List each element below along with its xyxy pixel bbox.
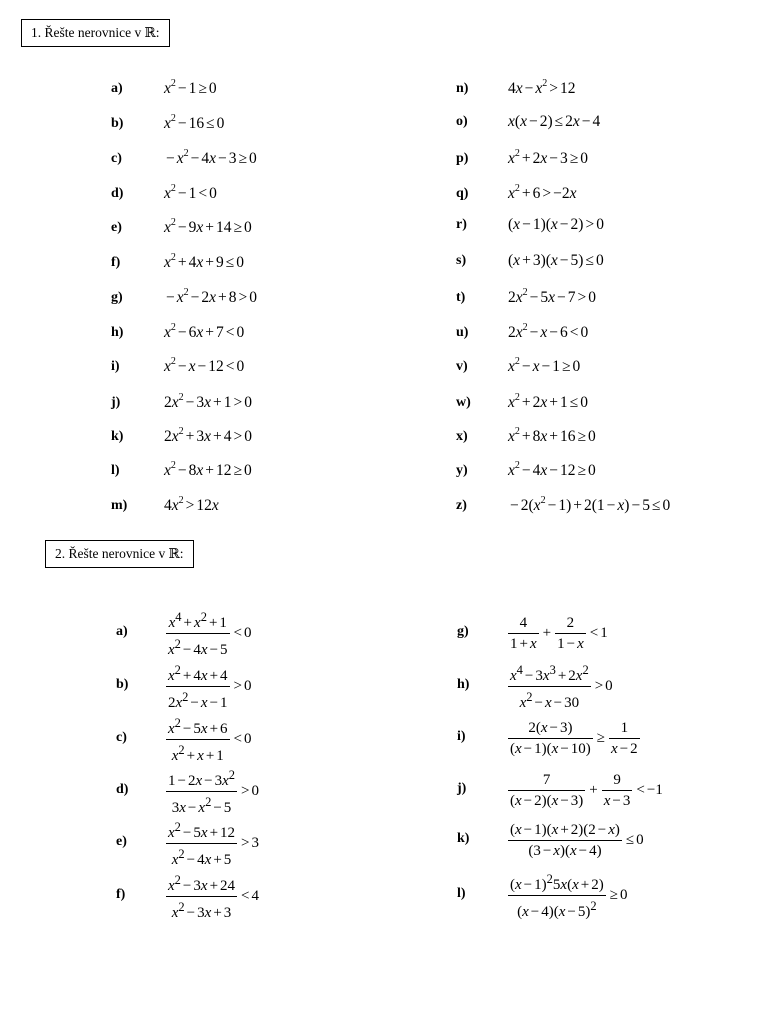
inequality-1x: $x^2 + 8x + 16 \ge 0$ (508, 426, 596, 445)
label-1v: v) (456, 359, 468, 374)
label-1u: u) (456, 325, 469, 340)
label-2h: h) (457, 677, 470, 692)
inequality-1m: $4x^2 > 12x$ (164, 495, 219, 514)
label-1a: a) (111, 81, 123, 96)
inequality-1q: $x^2 + 6 > -2x$ (508, 183, 577, 202)
label-1q: q) (456, 186, 469, 201)
label-1y: y) (456, 463, 468, 478)
inequality-1j: $2x^2 - 3x + 1 > 0$ (164, 392, 253, 411)
inequality-2h: $\frac{x^4 - 3x^3 + 2x^2}{x^2 - x - 30}$ > 0 (510, 662, 613, 711)
label-2a: a) (116, 624, 128, 639)
label-1r: r) (456, 217, 467, 232)
inequality-1b: $x^2 - 16 \le 0$ (164, 113, 225, 132)
inequality-2k: $\frac{(x - 1)(x + 2)(2 - x)}{(3 - x)(x - 4)}$ ≤ 0 (510, 821, 644, 859)
label-1z: z) (456, 498, 467, 513)
inequality-1z: − $2(x^2 - 1) + 2(1 - x) - 5 \le 0$ (510, 495, 671, 514)
inequality-1y: $x^2 - 4x - 12 \ge 0$ (508, 460, 596, 479)
label-2l: l) (457, 886, 466, 901)
inequality-1d: $x^2 - 1 < 0$ (164, 183, 217, 202)
inequality-2i: $\frac{2(x - 3)}{(x - 1)(x - 10)}$ ≥ $\frac{1}{x - 2}$ (510, 719, 638, 757)
label-1o: o) (456, 114, 468, 129)
inequality-2b: $\frac{x^2 + 4x + 4}{2x^2 - x - 1}$ > 0 (168, 662, 252, 711)
label-1k: k) (111, 429, 124, 444)
label-2c: c) (116, 730, 127, 745)
label-1n: n) (456, 81, 469, 96)
inequality-1e: $x^2 - 9x + 14 \ge 0$ (164, 217, 252, 236)
inequality-2f: $\frac{x^2 - 3x + 24}{x^2 - 3x + 3}$ < 4 (168, 872, 259, 921)
label-1b: b) (111, 116, 124, 131)
inequality-2d: $\frac{1 - 2x - 3x^2}{3x - x^2 - 5}$ > 0 (168, 767, 259, 816)
inequality-1u: $2x^2 - x - 6 < 0$ (508, 322, 589, 341)
label-2g: g) (457, 624, 469, 639)
label-1f: f) (111, 255, 121, 270)
label-2k: k) (457, 831, 470, 846)
inequality-2a: $\frac{x^4 + x^2 + 1}{x^2 - 4x - 5}$ < 0 (168, 609, 252, 658)
inequality-1k: $2x^2 + 3x + 4 > 0$ (164, 426, 253, 445)
inequality-1w: $x^2 + 2x + 1 \le 0$ (508, 392, 589, 411)
inequality-1g: − $x^2 - 2x + 8 > 0$ (166, 287, 258, 306)
inequality-1a: $x^2 - 1 \ge 0$ (164, 78, 217, 97)
label-1w: w) (456, 395, 471, 410)
label-1d: d) (111, 186, 124, 201)
label-2e: e) (116, 834, 127, 849)
label-2d: d) (116, 782, 129, 797)
label-1g: g) (111, 290, 123, 305)
inequality-1o: x(x − 2) ≤ 2x − 4 (508, 113, 601, 130)
inequality-1h: $x^2 - 6x + 7 < 0$ (164, 322, 245, 341)
inequality-1p: $x^2 + 2x - 3 \ge 0$ (508, 148, 589, 167)
section-1-title: 1. Řešte nerovnice v ℝ: (21, 19, 170, 47)
inequality-1i: $x^2 - x - 12 < 0$ (164, 356, 245, 375)
inequality-1s: (x + 3)(x − 5) ≤ 0 (508, 252, 604, 269)
label-1s: s) (456, 253, 467, 268)
inequality-2e: $\frac{x^2 - 5x + 12}{x^2 - 4x + 5}$ > 3 (168, 819, 259, 868)
label-1j: j) (111, 395, 121, 410)
inequality-1r: (x − 1)(x − 2) > 0 (508, 216, 604, 233)
inequality-1c: − $x^2 - 4x - 3 \ge 0$ (166, 148, 257, 167)
inequality-2c: $\frac{x^2 - 5x + 6}{x^2 + x + 1}$ < 0 (168, 715, 252, 764)
label-1l: l) (111, 463, 120, 478)
label-1x: x) (456, 429, 468, 444)
inequality-1v: $x^2 - x - 1 \ge 0$ (508, 356, 581, 375)
inequality-2l: $\frac{(x - 1)^25x(x + 2)}{(x - 4)(x - 5)^2}$ ≥ 0 (510, 871, 628, 920)
label-1i: i) (111, 359, 120, 374)
label-1h: h) (111, 325, 124, 340)
inequality-1l: $x^2 - 8x + 12 \ge 0$ (164, 460, 252, 479)
label-1e: e) (111, 220, 122, 235)
inequality-2g: $\frac{4}{1 + x}$ + $\frac{2}{1 - x}$ < 1 (510, 614, 608, 652)
inequality-1t: $2x^2 - 5x - 7 > 0$ (508, 287, 597, 306)
label-1p: p) (456, 151, 469, 166)
label-1t: t) (456, 290, 466, 305)
label-2f: f) (116, 887, 126, 902)
label-2b: b) (116, 677, 129, 692)
label-2i: i) (457, 729, 466, 744)
section-2-title: 2. Řešte nerovnice v ℝ: (45, 540, 194, 568)
label-1m: m) (111, 498, 128, 513)
inequality-1f: $x^2 + 4x + 9 \le 0$ (164, 252, 245, 271)
label-1c: c) (111, 151, 122, 166)
inequality-1n: $4x - x^2 > 12$ (508, 78, 576, 97)
inequality-2j: $\frac{7}{(x - 2)(x - 3)}$ + $\frac{9}{x - 3}$ < −1 (510, 771, 663, 809)
label-2j: j) (457, 781, 467, 796)
